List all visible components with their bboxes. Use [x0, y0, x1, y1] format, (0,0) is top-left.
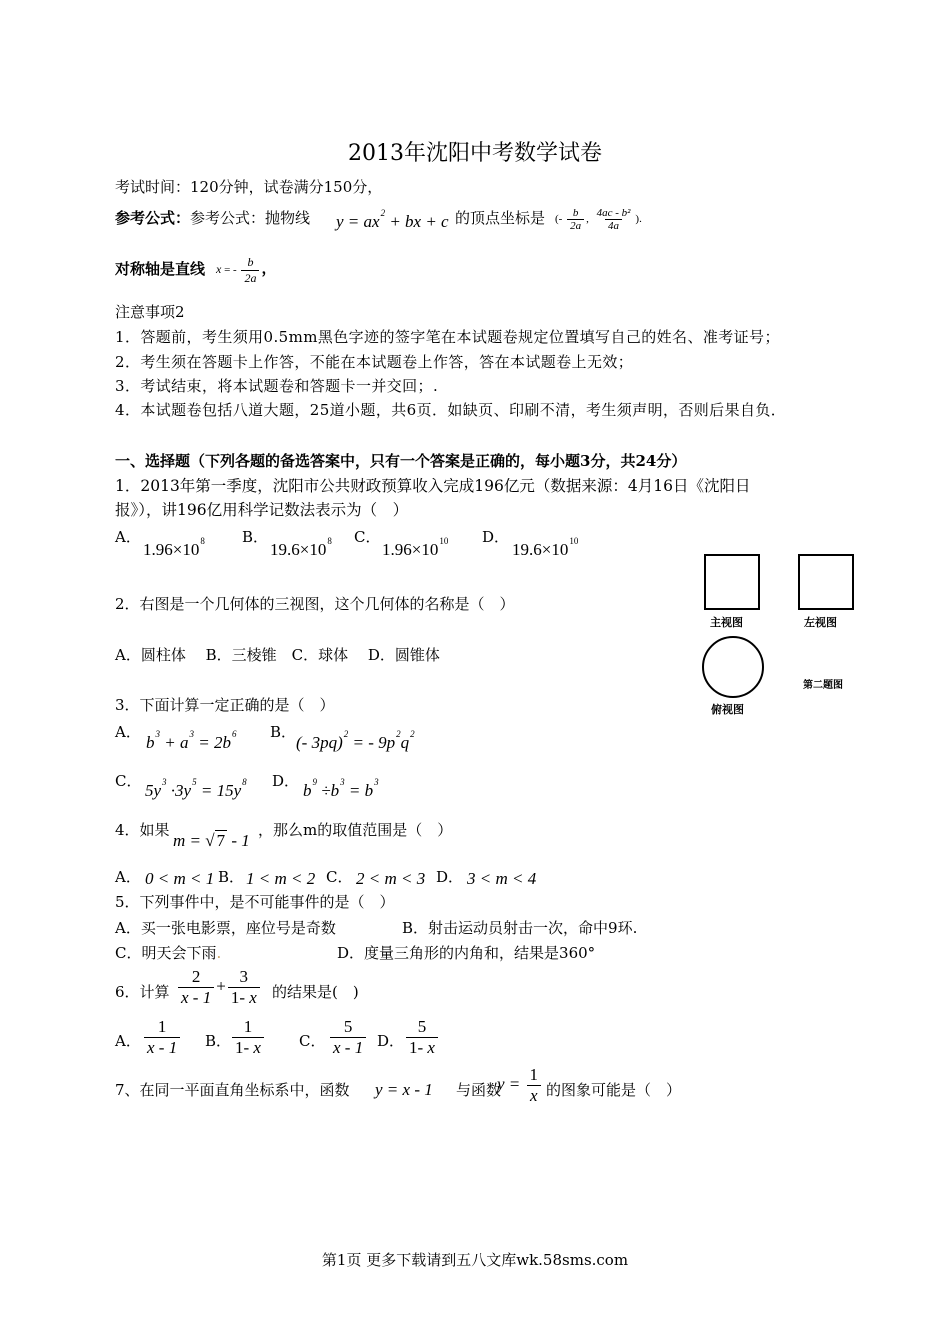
q1-option-a [143, 536, 205, 560]
vertex-b: b [572, 207, 579, 219]
note-item: 3．考试结束，将本试题卷和答题卡一并交回；. [115, 377, 439, 395]
page-footer: 第1页 更多下载请到五八文库wk.58sms.com [321, 1251, 629, 1269]
q7-text-pre: 7、在同一平面直角坐标系中，函数 [115, 1081, 350, 1099]
q6-text-pre: 6．计算 [115, 983, 170, 1001]
q3-d-label: D． [272, 772, 300, 790]
q5-option-d: D．度量三角形的内角和，结果是360° [337, 944, 596, 962]
q4-text-pre: 4．如果 [115, 821, 170, 839]
q6-option-d: $\frac{5}{1- x}$ [404, 1017, 440, 1058]
q7-function-2: y = $\frac{1}{x}$ [497, 1065, 543, 1106]
q1-option-c-label: C． [354, 528, 381, 546]
q1-option-b [270, 536, 332, 560]
q1-d-exp: 10 [569, 536, 579, 546]
exam-info: 考试时间：120分钟，试卷满分150分， [115, 178, 383, 196]
vertex-formula: (- $\frac{b}{2a}$ , $\frac{\text{4ac - b²}}{4a}$ ). [555, 207, 642, 232]
q1-option-d [512, 536, 579, 560]
q1-option-c [382, 536, 449, 560]
q1-d-value: 19.6×10 [512, 540, 569, 559]
axis-formula: x = - $\frac{b}{2a}$ ， [216, 255, 277, 285]
parabola-equation: $y = ax^2$ + bx + c [336, 208, 449, 231]
q3-option-d: $b^9 \div b^3 = b^3$ [303, 777, 379, 800]
q6-option-a: $\frac{1}{x - 1}$ [142, 1017, 182, 1058]
axis-label: 对称轴是直线 [115, 260, 206, 278]
q4-text-post: ，那么m的取值范围是（ ） [258, 821, 453, 839]
top-view-label: 俯视图 [711, 703, 744, 716]
q1-a-exp: 8 [200, 536, 205, 546]
q1-line2: 报》），讲196亿用科学记数法表示为（ ） [115, 501, 409, 519]
vertex-text: 的顶点坐标是 [455, 209, 546, 227]
q6-text-post: 的结果是( ) [272, 983, 359, 1001]
figure-caption: 第二题图 [803, 680, 843, 691]
q1-option-b-label: B． [242, 528, 269, 546]
q6-d-label: D． [377, 1032, 405, 1050]
q4-option-a: 0 < m < 1 [145, 869, 215, 888]
q4-b-label: B． [218, 868, 245, 886]
q3-option-b: (- 3pq)$^2$ = - $9p^2q^2$ [296, 729, 415, 752]
q5-option-c: C．明天会下雨. [115, 944, 222, 962]
q3-b-label: B． [270, 723, 297, 741]
q7-function-1: y = x - 1 [375, 1080, 433, 1099]
front-view-square [704, 554, 760, 610]
q1-line1: 1．2013年第一季度，沈阳市公共财政预算收入完成196亿元（数据来源：4月16日《沈阳日 [115, 477, 751, 495]
q3-a-label: A． [115, 723, 141, 741]
top-view-circle [702, 636, 764, 698]
q1-b-value: 19.6×10 [270, 540, 327, 559]
axis-b: b [247, 255, 254, 269]
q5-c-text: C．明天会下雨 [115, 944, 217, 962]
front-view-label: 主视图 [710, 616, 743, 629]
q4-option-d: 3 < m < 4 [467, 869, 537, 888]
q3-option-a: $b^3 + a^3 = 2b^6$ [146, 729, 237, 752]
q3-option-c: $5y^3 \cdot 3y^5 = 15y^8$ [145, 777, 247, 800]
q5-option-b: B．射击运动员射击一次，命中9环. [402, 919, 638, 937]
formula-text: 参考公式：抛物线 [190, 209, 311, 227]
side-view-label: 左视图 [804, 616, 837, 629]
vertex-4ac: 4ac - b² [596, 207, 631, 219]
axis-2a: 2a [241, 270, 259, 286]
note-item: 4．本试题卷包括八道大题，25道小题，共6页．如缺页、印刷不清，考生须声明，否则后果自负． [115, 401, 787, 419]
q1-c-exp: 10 [439, 536, 449, 546]
q3-text: 3．下面计算一定正确的是（ ） [115, 696, 335, 714]
q6-b-label: B． [205, 1032, 232, 1050]
page-title: 2013年沈阳中考数学试卷 [348, 141, 602, 166]
q4-d-label: D． [436, 868, 464, 886]
q3-c-label: C． [115, 772, 142, 790]
q2-options: A．圆柱体 B．三棱锥 C．球体 D．圆锥体 [115, 646, 440, 664]
q4-a-label: A． [115, 868, 141, 886]
side-view-square [798, 554, 854, 610]
q1-a-value: 1.96×10 [143, 540, 200, 559]
vertex-2a: 2a [567, 219, 584, 232]
formula-line [115, 208, 310, 228]
note-item: 1．答题前，考生须用0.5mm黑色字迹的签字笔在本试题卷规定位置填写自己的姓名、准考证号； [115, 328, 780, 346]
note-item: 2．考生须在答题卡上作答，不能在本试题卷上作答，答在本试题卷上无效； [115, 353, 634, 371]
q6-a-label: A． [115, 1032, 141, 1050]
q1-b-exp: 8 [327, 536, 332, 546]
formula-label: 参考公式： [115, 209, 191, 227]
vertex-4a: 4a [605, 219, 622, 232]
q5-option-a: A．买一张电影票，座位号是奇数 [115, 919, 336, 937]
q6-expression: $\frac{2}{x - 1}$ + $\frac{3}{1- x}$ [176, 967, 262, 1008]
q6-option-c: $\frac{5}{x - 1}$ [328, 1017, 368, 1058]
q6-c-label: C． [299, 1032, 326, 1050]
notes-title: 注意事项2 [115, 303, 185, 321]
q6-option-b: $\frac{1}{1- x}$ [230, 1017, 266, 1058]
q7-text-mid: 与函数 [456, 1081, 502, 1099]
q5-text: 5．下列事件中，是不可能事件的是（ ） [115, 893, 395, 911]
q2-text: 2．右图是一个几何体的三视图，这个几何体的名称是（ ） [115, 595, 515, 613]
q4-formula: m = √ 7 - 1 [173, 831, 250, 850]
q4-c-label: C． [326, 868, 353, 886]
q7-text-post: 的图象可能是（ ） [546, 1081, 682, 1099]
q1-option-d-label: D． [482, 528, 510, 546]
q4-option-b: 1 < m < 2 [246, 869, 316, 888]
q1-c-value: 1.96×10 [382, 540, 439, 559]
q1-option-a-label: A． [115, 528, 141, 546]
q4-option-c: 2 < m < 3 [356, 869, 426, 888]
section-header: 一、选择题（下列各题的备选答案中，只有一个答案是正确的，每小题3分，共24分） [115, 452, 687, 470]
